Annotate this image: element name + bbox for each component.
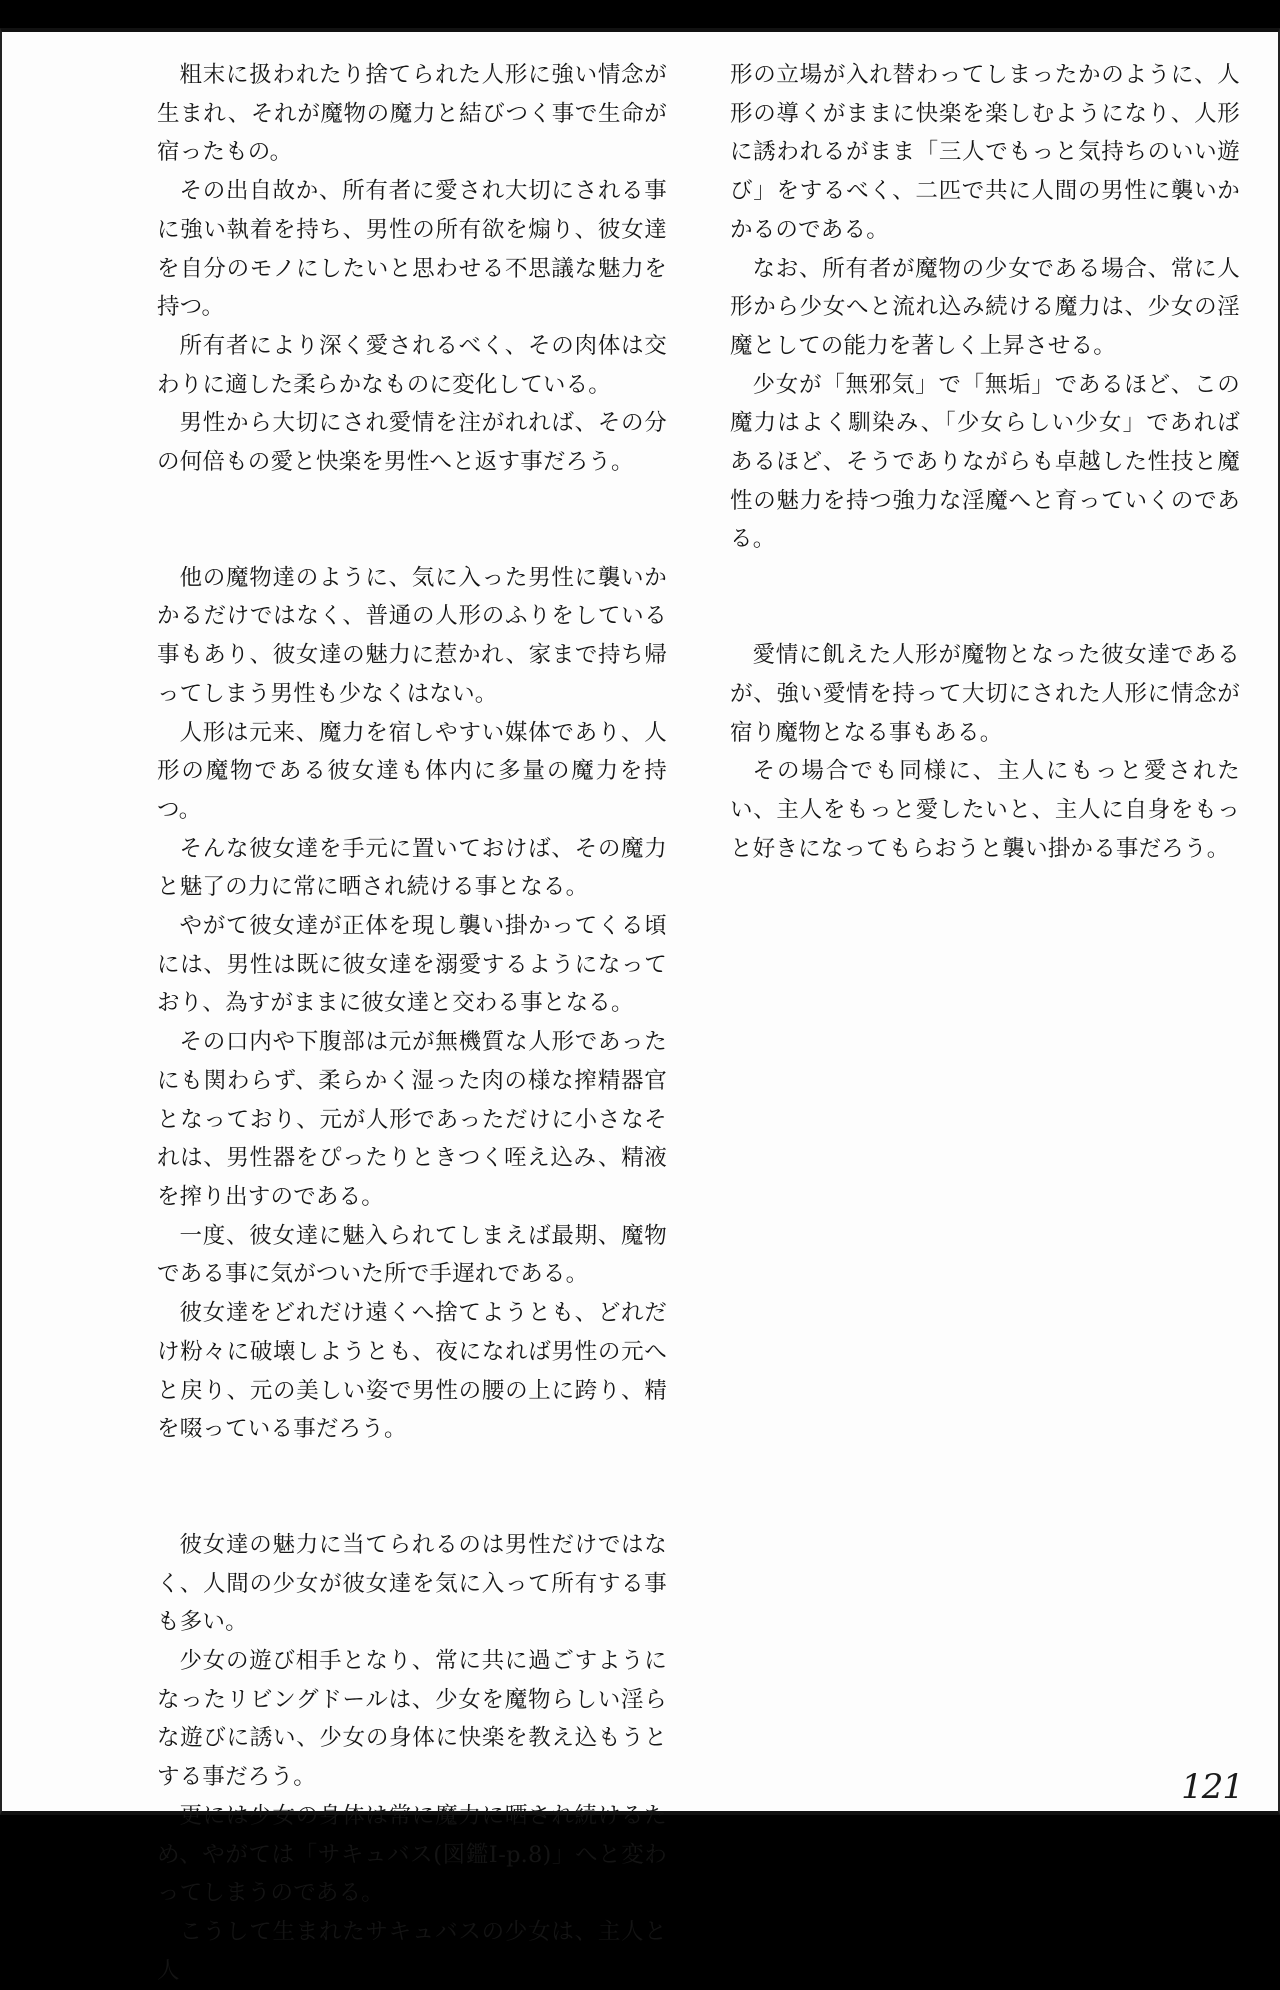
page-number: 121 <box>1181 1767 1243 1807</box>
paragraph: 一度、彼女達に魅入られてしまえば最期、魔物である事に気がついた所で手遅れである。 <box>157 1222 667 1288</box>
paragraph: 少女が「無邪気」で「無垢」であるほど、この魔力はよく馴染み、「少女らしい少女」であればあるほど、そうでありながらも卓越した性技と魔性の魅力を持つ強力な淫魔へと育っていくのである。 <box>730 371 1240 553</box>
paragraph: その出自故か、所有者に愛され大切にされる事に強い執着を持ち、男性の所有欲を煽り、彼女達を自分のモノにしたいと思わせる不思議な魅力を持つ。 <box>157 178 667 321</box>
paragraph: 彼女達をどれだけ遠くへ捨てようとも、どれだけ粉々に破壊しようとも、夜になれば男性の元へと戻り、元の美しい姿で男性の腰の上に跨り、精を啜っている事だろう。 <box>157 1300 667 1443</box>
paragraph: 愛情に飢えた人形が魔物となった彼女達であるが、強い愛情を持って大切にされた人形に情念が宿り魔物となる事もある。 <box>730 642 1240 746</box>
paragraph: 粗末に扱われたり捨てられた人形に強い情念が生まれ、それが魔物の魔力と結びつく事で生命が宿ったもの。 <box>157 62 667 166</box>
paragraph: その口内や下腹部は元が無機質な人形であったにも関わらず、柔らかく湿った肉の様な搾精器官となっており、元が人形であっただけに小さなそれは、男性器をぴったりときつく咥え込み、精液を搾り出すのである。 <box>157 1029 667 1210</box>
section-gap <box>157 482 667 559</box>
paragraph: 男性から大切にされ愛情を注がれれば、その分の何倍もの愛と快楽を男性へと返す事だろう。 <box>157 410 667 476</box>
paragraph-continued: 形の立場が入れ替わってしまったかのように、人形の導くがままに快楽を楽しむようになり、人形に誘われるがまま「三人でもっと気持ちのいい遊び」をするべく、二匹で共に人間の男性に襲いかかるのである。 <box>730 62 1240 243</box>
paragraph: 更には少女の身体は常に魔力に晒され続けるため、やがては「サキュバス(図鑑Ⅰ-p.8)」へと変わってしまうのである。 <box>157 1802 667 1907</box>
paragraph: 人形は元来、魔力を宿しやすい媒体であり、人形の魔物である彼女達も体内に多量の魔力を持つ。 <box>157 719 667 823</box>
paragraph: 所有者により深く愛されるべく、その肉体は交わりに適した柔らかなものに変化している。 <box>157 332 667 398</box>
right-text-column <box>730 56 1240 868</box>
section-gap <box>730 559 1240 636</box>
book-page <box>0 28 1280 1984</box>
paragraph: 少女の遊び相手となり、常に共に過ごすようになったリビングドールは、少女を魔物らしい淫らな遊びに誘い、少女の身体に快楽を教え込もうとする事だろう。 <box>157 1648 667 1791</box>
paragraph: 他の魔物達のように、気に入った男性に襲いかかるだけではなく、普通の人形のふりをしている事もあり、彼女達の魅力に惹かれ、家まで持ち帰ってしまう男性も少なくはない。 <box>157 564 667 707</box>
paragraph: やがて彼女達が正体を現し襲い掛かってくる頃には、男性は既に彼女達を溺愛するようになっており、為すがままに彼女達と交わる事となる。 <box>157 913 667 1017</box>
left-text-column <box>157 56 667 1990</box>
paragraph: その場合でも同様に、主人にもっと愛されたい、主人をもっと愛したいと、主人に自身をもっと好きになってもらおうと襲い掛かる事だろう。 <box>730 758 1240 862</box>
paragraph: なお、所有者が魔物の少女である場合、常に人形から少女へと流れ込み続ける魔力は、少女の淫魔としての能力を著しく上昇させる。 <box>730 255 1240 359</box>
paragraph: そんな彼女達を手元に置いておけば、その魔力と魅了の力に常に晒され続ける事となる。 <box>157 835 667 901</box>
paragraph: 彼女達の魅力に当てられるのは男性だけではなく、人間の少女が彼女達を気に入って所有する事も多い。 <box>157 1531 667 1636</box>
paragraph: こうして生まれたサキュバスの少女は、主人と人 <box>157 1918 667 1984</box>
section-gap <box>157 1449 667 1526</box>
